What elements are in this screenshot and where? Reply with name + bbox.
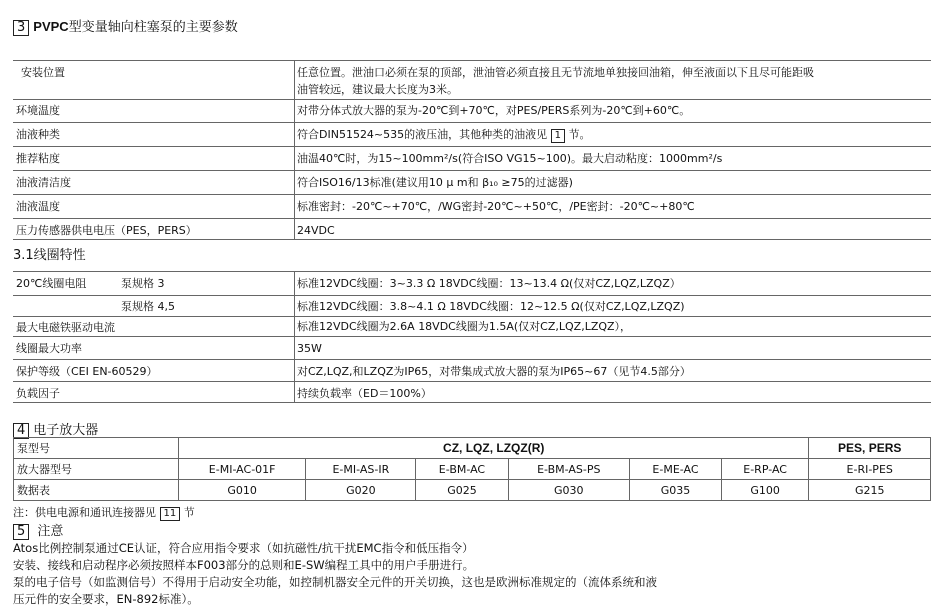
section-ref-box: 1 xyxy=(551,129,565,143)
coil-row xyxy=(13,382,931,403)
note-line: 安装、接线和启动程序必须按照样本F003部分的总则和E-SW编程工具中的用户手册进行。 xyxy=(13,558,475,572)
row-label: 泵型号 xyxy=(14,438,179,459)
coil-sublabel: 泵规格 4,5 xyxy=(121,300,175,313)
column-divider xyxy=(294,317,295,336)
coil-label: 最大电磁铁驱动电流 xyxy=(16,321,115,334)
datasheet-cell: G100 xyxy=(721,480,809,501)
model-cell: E-ME-AC xyxy=(630,459,722,480)
section-title-text: 注意 xyxy=(37,524,64,539)
coil-value: 对CZ,LQZ,和LZQZ为IP65，对带集成式放大器的泵为IP65~67（见节4.5部分） xyxy=(297,365,691,378)
section-number: 5 xyxy=(13,524,29,540)
param-label: 油液温度 xyxy=(16,200,60,213)
note-line: 压元件的安全要求，EN-892标准）。 xyxy=(13,592,199,606)
model-cell: E-RP-AC xyxy=(721,459,809,480)
param-label: 压力传感器供电电压（PES，PERS） xyxy=(16,224,197,237)
model-cell: E-BM-AS-PS xyxy=(508,459,630,480)
param-value-line-1: 任意位置。泄油口必须在泵的顶部，泄油管必须直接且无节流地单独接回油箱，伸至液面以下且尽可能距吸 xyxy=(297,66,814,79)
param-value: 24VDC xyxy=(297,224,335,237)
datasheet-cell: G215 xyxy=(809,480,931,501)
coil-row xyxy=(13,317,931,337)
coil-row xyxy=(13,360,931,382)
param-value: 符合ISO16/13标准(建议用10 μ m和 β₁₀ ≥75的过滤器) xyxy=(297,176,573,189)
coil-row xyxy=(13,337,931,360)
coil-sublabel: 泵规格 3 xyxy=(121,277,165,290)
column-divider xyxy=(294,272,295,295)
footnote-text: 注：供电电源和通讯连接器见 xyxy=(13,506,156,519)
coil-value: 标准12VDC线圈：3~3.3 Ω 18VDC线圈：13~13.4 Ω(仅对CZ,LQZ,LZQZ） xyxy=(297,277,681,290)
param-row-fluid-type xyxy=(13,123,931,147)
coil-value: 35W xyxy=(297,342,322,355)
table-row xyxy=(14,438,931,459)
title-product: PVPC xyxy=(33,19,69,34)
column-divider xyxy=(294,171,295,194)
amplifier-table xyxy=(13,437,931,501)
coil-label: 负载因子 xyxy=(16,387,60,400)
coil-value: 标准12VDC线圈：3.8~4.1 Ω 18VDC线圈：12~12.5 Ω(仅对CZ,LQZ,LZQZ) xyxy=(297,300,685,313)
param-value: 对带分体式放大器的泵为-20℃到+70℃，对PES/PERS系列为-20℃到+60℃。 xyxy=(297,104,691,117)
section-ref-box: 11 xyxy=(160,507,181,521)
column-divider xyxy=(294,337,295,359)
param-value-line-2: 油管较远，建议最大长度为3米。 xyxy=(297,83,458,96)
amplifier-footnote xyxy=(13,504,195,521)
model-cell: E-MI-AS-IR xyxy=(306,459,416,480)
datasheet-cell: G035 xyxy=(630,480,722,501)
column-divider xyxy=(294,219,295,239)
column-divider xyxy=(294,360,295,381)
coil-value: 持续负载率（ED＝100%） xyxy=(297,387,432,400)
section-number: 3 xyxy=(13,20,29,36)
param-label: 油液清洁度 xyxy=(16,176,71,189)
datasheet-cell: G020 xyxy=(306,480,416,501)
value-text: 符合DIN51524~535的液压油，其他种类的油液见 xyxy=(297,128,548,141)
note-line: 泵的电子信号（如监测信号）不得用于启动安全功能，如控制机器安全元件的开关切换，这也是欧洲标准规定的（流体系统和液 xyxy=(13,575,657,589)
datasheet-cell: G030 xyxy=(508,480,630,501)
param-row-viscosity xyxy=(13,147,931,171)
model-cell: E-MI-AC-01F xyxy=(179,459,306,480)
datasheet-cell: G010 xyxy=(179,480,306,501)
column-divider xyxy=(294,195,295,218)
pump-group-header: PES, PERS xyxy=(809,438,931,459)
coil-row xyxy=(13,295,931,317)
section-number: 4 xyxy=(13,423,29,439)
param-row-sensor-supply xyxy=(13,219,931,240)
param-row-ambient-temp xyxy=(13,99,931,123)
param-label: 推荐粘度 xyxy=(16,152,60,165)
column-divider xyxy=(294,61,295,99)
section-5-title xyxy=(13,520,63,540)
column-divider xyxy=(294,147,295,170)
param-row-installation xyxy=(13,60,931,100)
model-cell: E-BM-AC xyxy=(416,459,508,480)
param-value xyxy=(297,64,929,98)
datasheet-cell: G025 xyxy=(416,480,508,501)
coil-label: 保护等级（CEI EN-60529） xyxy=(16,365,158,378)
param-label: 安装位置 xyxy=(21,66,65,79)
coil-label: 20℃线圈电阻 xyxy=(16,277,87,290)
note-line: Atos比例控制泵通过CE认证，符合应用指令要求（如抗磁性/抗干扰EMC指令和低压指令） xyxy=(13,541,474,555)
title-text: 型变量轴向柱塞泵的主要参数 xyxy=(68,20,238,35)
coil-label: 线圈最大功率 xyxy=(16,342,82,355)
table-row xyxy=(14,480,931,501)
param-label: 环境温度 xyxy=(16,104,60,117)
param-row-cleanliness xyxy=(13,171,931,195)
coil-row xyxy=(13,271,931,296)
param-value: 油温40℃时，为15~100mm²/s(符合ISO VG15~100)。最大启动粘度：1000mm²/s xyxy=(297,152,723,165)
coil-section-title: 3.1线圈特性 xyxy=(13,248,86,263)
section-4-title xyxy=(13,419,98,439)
param-value xyxy=(297,126,929,143)
row-label: 数据表 xyxy=(14,480,179,501)
footnote-text: 节 xyxy=(183,506,195,519)
table-row xyxy=(14,459,931,480)
section-title-text: 电子放大器 xyxy=(33,423,99,438)
column-divider xyxy=(294,382,295,402)
param-value: 标准密封：-20℃~+70℃，/WG密封-20℃~+50℃，/PE密封：-20℃~+80℃ xyxy=(297,200,695,213)
column-divider xyxy=(294,99,295,122)
coil-value: 标准12VDC线圈为2.6A 18VDC线圈为1.5A(仅对CZ,LQZ,LZQZ）， xyxy=(297,320,632,333)
param-row-fluid-temp xyxy=(13,195,931,219)
value-text: 节。 xyxy=(568,128,591,141)
section-3-title xyxy=(13,16,238,36)
pump-group-header: CZ, LQZ, LZQZ(R) xyxy=(179,438,809,459)
column-divider xyxy=(294,295,295,316)
param-label: 油液种类 xyxy=(16,128,60,141)
model-cell: E-RI-PES xyxy=(809,459,931,480)
row-label: 放大器型号 xyxy=(14,459,179,480)
column-divider xyxy=(294,123,295,146)
